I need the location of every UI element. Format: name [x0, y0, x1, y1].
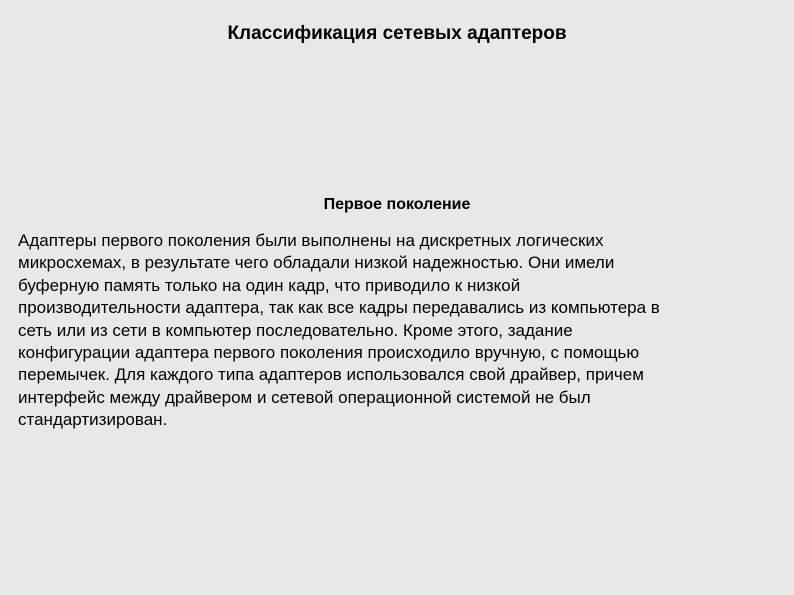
section-heading: Первое поколение: [323, 196, 471, 213]
body-line: сеть или из сети в компьютер последовательно. Кроме этого, задание: [18, 320, 573, 340]
slide-title: Классификация сетевых адаптеров: [227, 23, 567, 44]
body-line: буферную память только на один кадр, что приводило к низкой: [18, 275, 521, 295]
body-line: интерфейс между драйвером и сетевой операционной системой не был: [18, 387, 591, 407]
body-line: конфигурации адаптера первого поколения происходило вручную, с помощью: [18, 343, 640, 363]
body-line: Адаптеры первого поколения были выполнены на дискретных логических: [18, 231, 604, 250]
body-line: микросхемах, в результате чего обладали низкой надежностью. Они имели: [18, 253, 615, 273]
body-paragraph: [18, 230, 782, 432]
body-line: стандартизирован.: [18, 410, 168, 430]
body-line: производительности адаптера, так как все кадры передавались из компьютера в: [18, 298, 660, 318]
body-line: перемычек. Для каждого типа адаптеров использовался свой драйвер, причем: [18, 365, 644, 385]
